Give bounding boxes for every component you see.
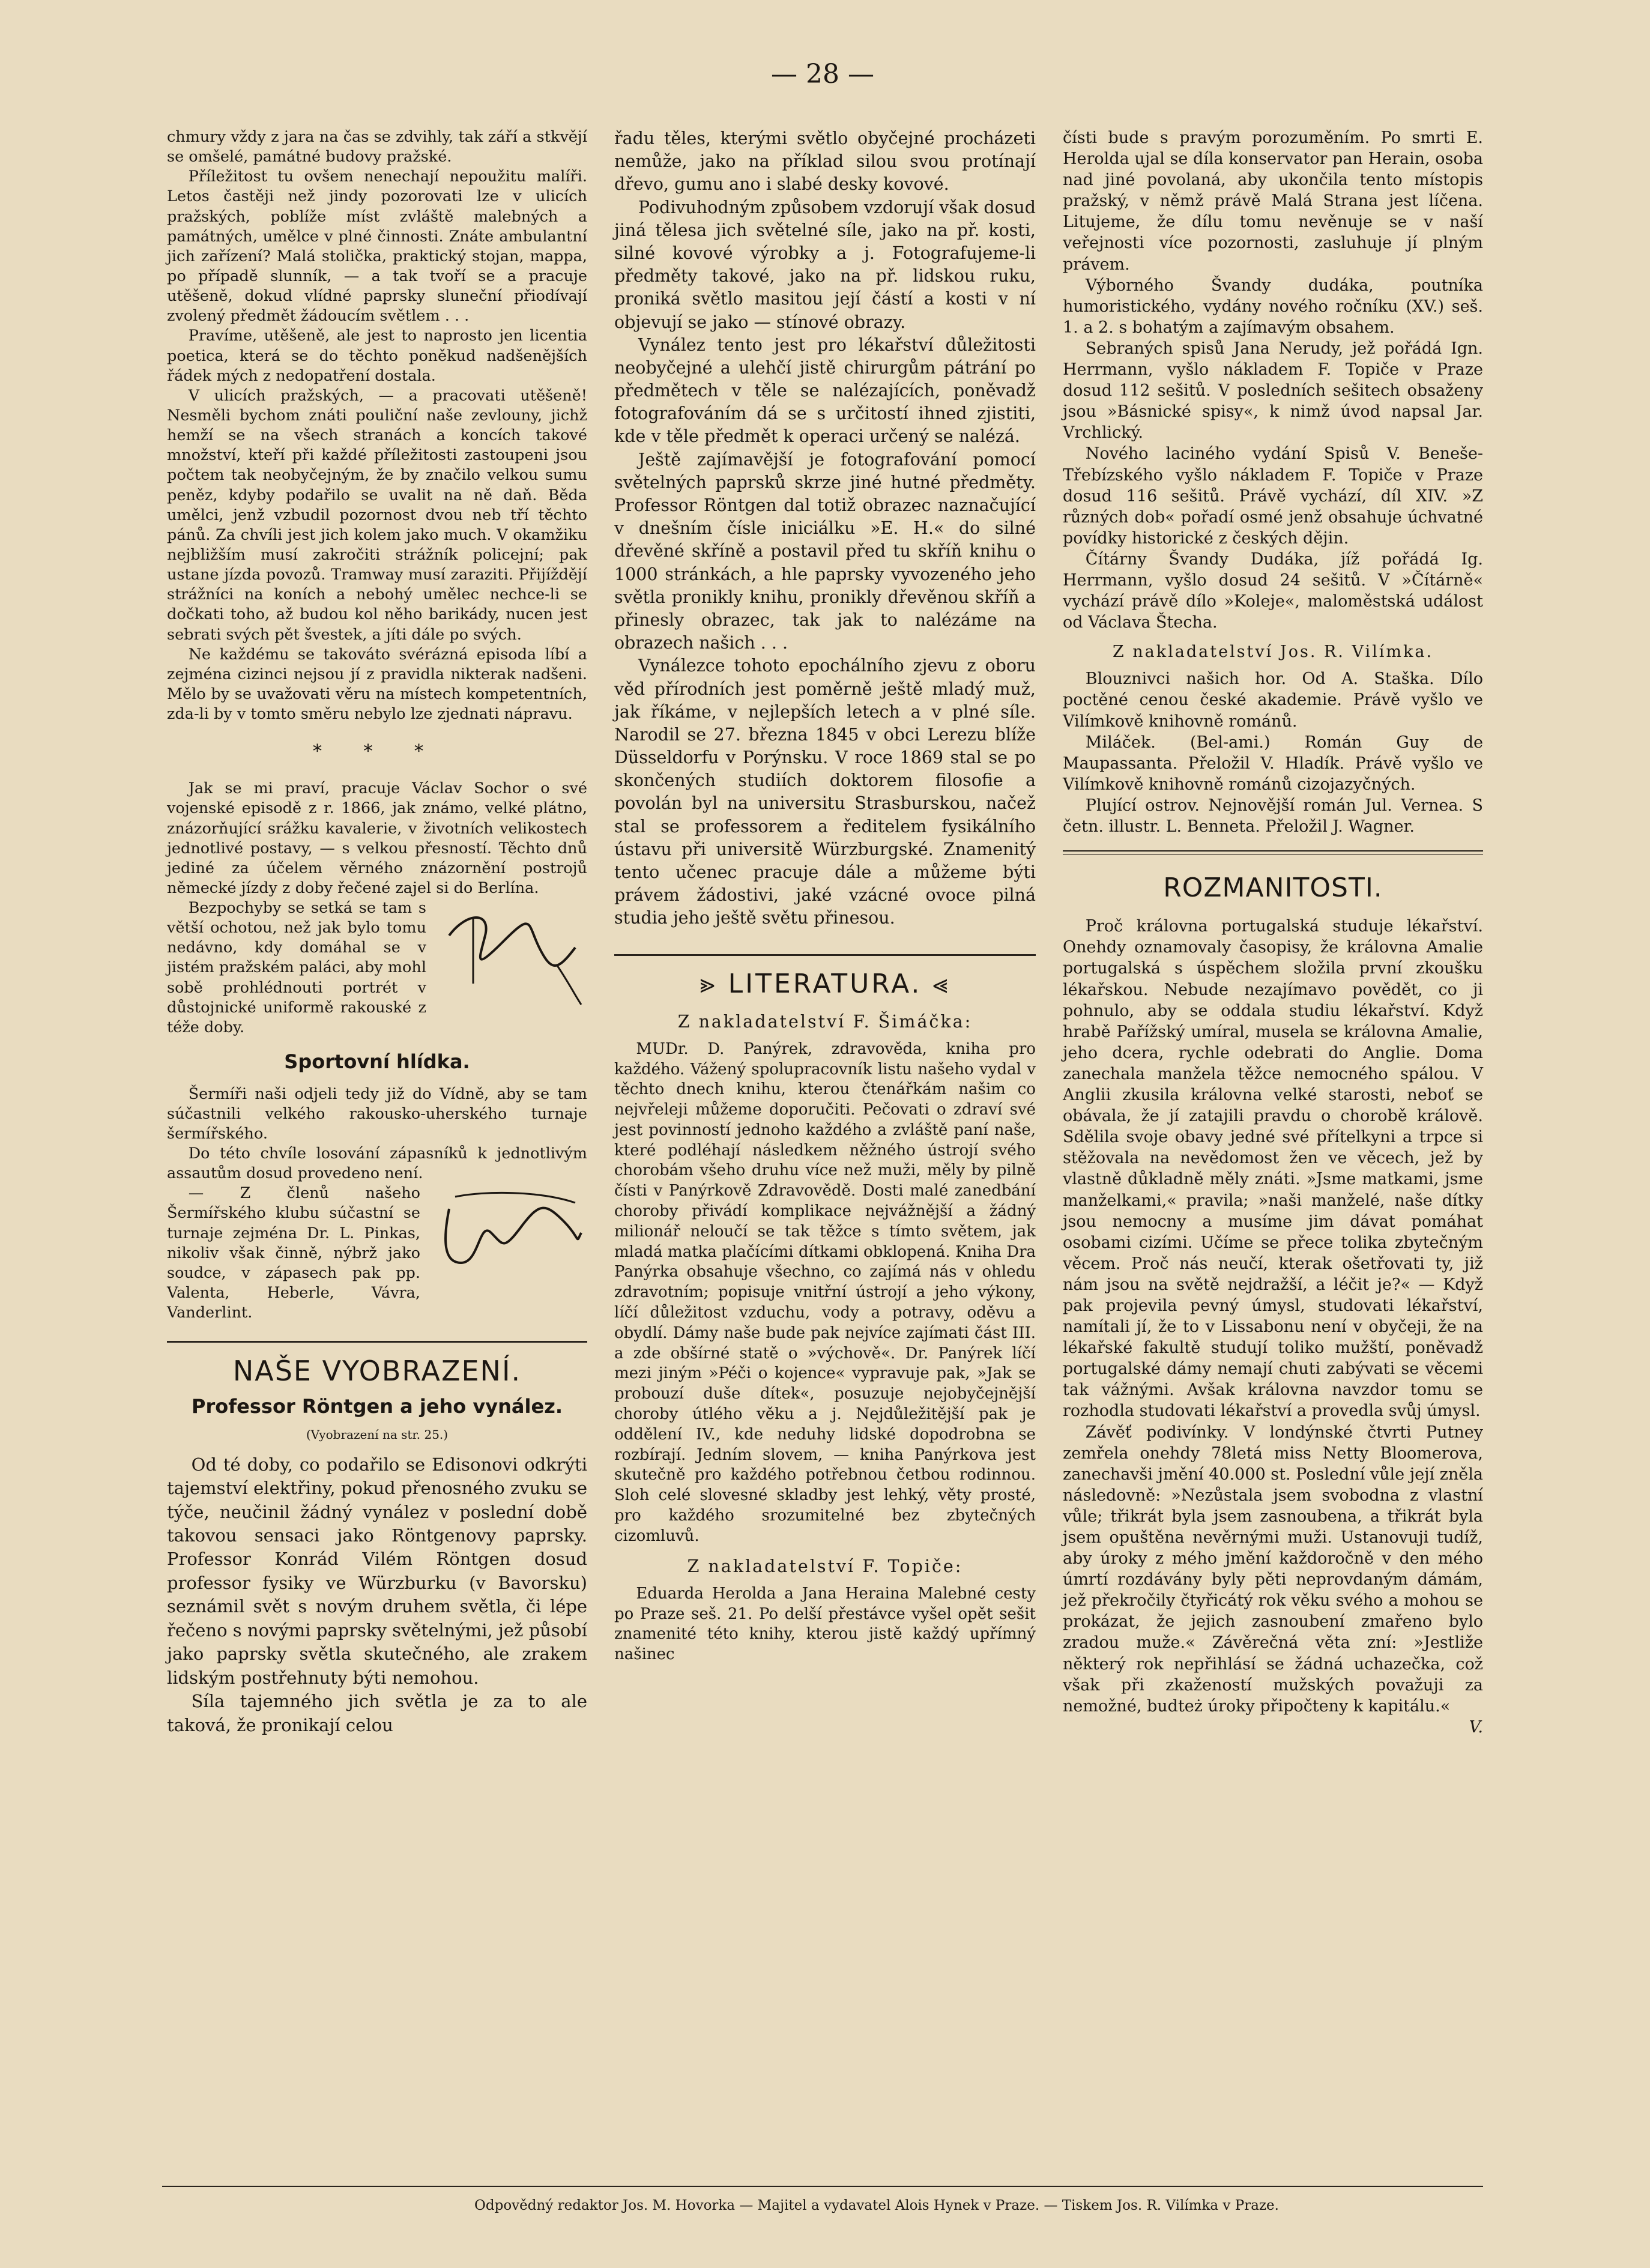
paragraph: Vynález tento jest pro lékařství důležitosti neobyčejné a ulehčí jistě chirurgům pátrání po předmětech v těle se nalézajících, poněvadž fotografováním dá se s určitostí ihned zjistiti, kde v těle předmět k operaci určený se nalézá. [614, 334, 1036, 447]
divider [167, 1341, 587, 1343]
nase-vyobrazeni-heading: NAŠE VYOBRAZENÍ. [232, 1355, 522, 1388]
paragraph: Ještě zajímavější je fotografování pomocí světelných paprsků skrze jiné hutné předměty. Professor Röntgen dal totiž obrazec naznačující v dnešním čísle iniciálku »E. H.« do silné dřevěné skříně a postavil před tu skříň knihu o 1000 stránkách, a hle paprsky vyvozeného jeho světla pronikly knihu, pronikly dřevěnou skříň a přinesly obrazec, tak jak to nalézáme na obrazech našich . . . [614, 449, 1036, 653]
paragraph: Síla tajemného jich světla je za to ale taková, že pronikají celou [167, 1691, 587, 1735]
paragraph: — Z členů našeho Šermířského klubu súčastní se turnaje zejména Dr. L. Pinkas, nikoliv však činně, nýbrž jako soudce, v zápasech pak pp. Valenta, Heberle, Vávra, Vanderlint. [167, 1184, 420, 1322]
column-2 [614, 127, 1036, 1665]
paragraph: Proč královna portugalská studuje lékařství. Onehdy oznamovaly časopisy, že královna Amalie portugalská s úspěchem složila první zkoušku lékařskou. Nebude nezajímavo povědět, co ji pohnulo, aby se oddala studiu lékařství. Když hrabě Pařížský umíral, musela se královna Amalie, jeho dcera, rychle odebrati do Anglie. Doma zanechala manžela těžce nemocného spálou. V Anglii zkusila královna velké starosti, neboť se obávala, že jí zatajili pravdu o chorobě králově. Sdělila svoje obavy jedné své přítelkyni a trpce si stěžovala na nevědomost žen ve věcech, jež by vlastně důkladně měly znáti. »Jsme matkami, jsme manželkami,« pravila; »naši manželé, naše dítky jsou nemocny a musíme jim dávat pomáhat osobami cizími. Učíme se přece tolika zbytečným věcem. Proč nás neučí, kterak ošetřovati ty, již nám jsou na světě nejdražší, a léčit je?« — Když pak projevila pevný úmysl, studovati lékařství, namítali jí, že to v Lissabonu není v obyčeji, že na lékařské fakultě studují toliko mužští, poněvadž portugalské dámy nemají chuti zabývati se věcemi tak vážnými. Avšak královna navzdor tomu se rozhodla studovati lékařství a provedla svůj úmysl. [1063, 917, 1483, 1421]
paragraph: Blouznivci našich hor. Od A. Staška. Dílo poctěné cenou české akademie. Právě vyšlo ve Vilímkově knihovně románů. [1063, 670, 1483, 731]
paragraph: Výborného Švandy dudáka, poutníka humoristického, vydány nového ročníku (XV.) seš. 1. a 2. s bohatým a zajímavým obsahem. [1063, 276, 1483, 337]
illustration-note: (Vyobrazení na str. 25.) [306, 1427, 449, 1442]
author-initial: V. [1469, 1717, 1483, 1737]
paragraph: Závěť podivínky. V londýnské čtvrti Putney zemřela onehdy 78letá miss Netty Bloomerova, zanechavši jmění 40.000 st. Poslední vůle její zněla následovně: »Nezůstala jsem svobodna z vlastní vůle; třikrát byla jsem zasnoubena, a třikrát byla jsem opuštěna nevěrnými muži. Ustanovuji tudíž, aby úroky z mého jmění každoročně v den mého úmrtí rozdávány byly pěti neprovdaným dámám, jež překročily čtyřicátý rok věku svého a mohou se prokázat, že jejich zasnoubení zmařeno bylo zradou muže.« Závěrečná věta zní: »Jestliže některý rok nepřihlásí se žádná uchazečka, což však při zkažeností mužských považuji za nemožné, budteż úroky připočteny k kapitálu.« [1063, 1423, 1483, 1716]
paragraph: Ne každému se takováto svérázná episoda líbí a zejména cizinci nejsou jí z pravidla nikterak nadšeni. Mělo by se uvažovati věru na místech kompetentních, zda-li by v tomto směru nebylo lze zjednati nápravu. [167, 645, 587, 724]
paragraph: Eduarda Herolda a Jana Heraina Malebné cesty po Praze seš. 21. Po delší přestávce vyšel opět sešit znamenité této knihy, kterou jistě každý upřímný našinec [614, 1584, 1036, 1664]
page-number: — 28 — [771, 59, 874, 89]
publisher-heading: Z nakladatelství F. Topiče: [687, 1556, 963, 1576]
paragraph: řadu těles, kterými světlo obyčejné procházeti nemůže, jako na příklad silou svou protínají dřevo, gumu ano i slabé desky kovové. [614, 129, 1036, 195]
footer-divider [162, 2186, 1483, 2187]
signature-sochor [437, 900, 587, 1008]
rozmanitosti-heading: ROZMANITOSTI. [1163, 872, 1383, 904]
column-1 [167, 127, 587, 1737]
paragraph: Do této chvíle losování zápasníků k jednotlivým assautům dosud provedeno není. [167, 1145, 587, 1183]
paragraph: Plující ostrov. Nejnovější román Jul. Vernea. S četn. illustr. L. Benneta. Přeložil J. Wagner. [1063, 796, 1483, 836]
paragraph: Miláček. (Bel-ami.) Román Guy de Maupassanta. Přeložil V. Hladík. Právě vyšlo ve Vilímkově knihovně románů cizojazyčných. [1063, 733, 1483, 794]
ornament-left-icon: ⪢ [700, 968, 728, 999]
rontgen-heading: Professor Röntgen a jeho vynález. [192, 1395, 563, 1418]
paragraph: Vynálezce tohoto epochálního zjevu z oboru věd přírodních jest poměrně ještě mladý muž, jak říkáme, v nejlepších letech a v plné síle. Narodil se 27. března 1845 v obci Lerezu blíže Düsseldorfu v Porýnsku. V roce 1869 stal se po skončených studiích doktorem filosofie a povolán byl na universitu Strasburskou, načež stal se professorem a ředitelem fysikálního ústavu při universitě Würzburgské. Znamenitý tento učenec pracuje dále a můžeme býti právem žádostivi, jaké vzácné ovoce pilná studia jeho ještě světu přinesou. [614, 656, 1036, 928]
paragraph: Čítárny Švandy Dudáka, jíž pořádá Ig. Herrmann, vyšlo dosud 24 sešitů. V »Čítárně« vychází právě dílo »Koleje«, maloměstská událost od Václava Štecha. [1063, 549, 1483, 632]
section-separator: * * * [312, 741, 442, 763]
imprint-footer: Odpovědný redaktor Jos. M. Hovorka — Majitel a vydavatel Alois Hynek v Praze. — Tiskem Jos. R. Vilímka v Praze. [474, 2198, 1279, 2213]
ornament-right-icon: ⪡ [922, 968, 950, 999]
paragraph: Pravíme, utěšeně, ale jest to naprosto jen licentia poetica, která se do těchto poněkud nadšenějších řádek mých z nedopatření dostala. [167, 327, 587, 385]
paragraph: Od té doby, co podařilo se Edisonovi odkrýti tajemství elektřiny, pokud přenosného zvuku se týče, neučinil žádný vynález v poslední době takovou sensaci jako Röntgenovy paprsky. Professor Konrád Vilém Röntgen dosud professor fysiky ve Würzburku (v Bavorsku) seznámil svět s novým druhem světla, či lépe řečeno s novými paprsky světelnými, jež působí jako paprsky světla skutečného, ale zrakem lidským postřehnuty býti nemohou. [167, 1454, 587, 1688]
paragraph: MUDr. D. Panýrek, zdravověda, kniha pro každého. Vážený spolupracovník listu našeho vydal v těchto dnech knihu, kterou čtenářkám našim co nejvřeleji můžeme doporučiti. Pečovati o zdraví své jest povinností jednoho každého a zvláště paní naše, které podléhají následkem něžného ústrojí svého chorobám všeho druhu více než muži, měly by pilně čísti v Panýrkově Zdravovědě. Dosti malé zanedbání choroby přivádí komplikace nejvážnější a žádný milionář neloučí se tak těžce s tímto světem, jak mladá matka plačícími dítkami obklopená. Kniha Dra Panýrka obsahuje všechno, co zajímá nás v ohledu zdravotním; popisuje vnitřní ústrojí a jeho výkony, líčí důležitost vzduchu, vody a potravy, oděvu a obydlí. Dámy naše bude pak nejvíce zajímati část III. a zde obšírné statě o »výchově«. Dr. Panýrek líčí mezi jiným »Péči o kojence« vypravuje pak, »Jak se probouzí duše dítek«, posuzuje nejobyčejnější choroby útlého věku a j. Nejdůležitější pak je oddělení IV., kde neduhy lidské dopodrobna se rozbírají. Jedním slovem, — kniha Panýrkova jest skutečně pro každého potřebnou četbou rodinnou. Sloh celé slovesné skladby jest lehký, věty prosté, pro každého srozumitelné bez zbytečných cizomluvů. [614, 1039, 1036, 1545]
divider [614, 954, 1036, 956]
paragraph: chmury vždy z jara na čas se zdvihly, tak září a stkvějí se omšelé, památné budovy pražské. [167, 128, 587, 166]
divider [1063, 850, 1483, 855]
paragraph: Sebraných spisů Jana Nerudy, jež pořádá Ign. Herrmann, vyšlo nákladem F. Topiče v Praze dosud 112 sešitů. V posledních sešitech obsaženy jsou »Básnické spisy«, k nimž úvod napsal Jar. Vrchlický. [1063, 339, 1483, 443]
sport-heading: Sportovní hlídka. [284, 1050, 470, 1074]
column-3 [1063, 127, 1483, 1738]
signature-fencer [431, 1185, 587, 1281]
paragraph: Nového laciného vydání Spisů V. Beneše-Třebízského vyšlo nákladem F. Topiče v Praze dosud 116 sešitů. Právě vychází, díl XIV. »Z různých dob« pořadí osmé jenž obsahuje úchvatné povídky historické z českých dějin. [1063, 444, 1483, 548]
publisher-heading: Z nakladatelství Jos. R. Vilímka. [1112, 643, 1434, 662]
paragraph: čísti bude s pravým porozuměním. Po smrti E. Herolda ujal se díla konservator pan Herain, osoba nad jiné povolaná, aby ukončila tento místopis pražský, v němž právě Malá Strana jest líčena. Litujeme, že dílu tomu nevěnuje se v naší veřejnosti více pozornosti, zasluhuje jí plným právem. [1063, 129, 1483, 274]
paragraph: Příležitost tu ovšem nenechají nepoužitu malíři. Letos častěji než jindy pozorovati lze v ulicích pražských, poblíže míst zvláště malebných a památných, umělce v plné činnosti. Znáte ambulantní jich zařízení? Malá stolička, praktický stojan, mappa, po případě slunník, — a tak tvoří se a pracuje utěšeně, dokud vlídné paprsky sluneční přiodívají zvolený předmět žádoucím světlem . . . [167, 168, 587, 325]
paragraph: Podivuhodným způsobem vzdorují však dosud jiná tělesa jich světelné síle, jako na př. kosti, silné kovové výrobky a j. Fotografujeme-li předměty takové, jako na př. lidskou ruku, proniká světlo masitou její částí a kosti v ní objevují se jako — stínové obrazy. [614, 197, 1036, 332]
paragraph: V ulicích pražských, — a pracovati utěšeně! Nesměli bychom znáti pouliční naše zevlouny, jichž hemží se na všech stranách a koncích takové množství, kteří při každé příležitosti zastoupeni jsou počtem tak neobyčejným, že by značilo velkou sumu peněz, kdyby podařilo se uvalit na ně daň. Běda umělci, jenž vzbudil pozornost dvou neb tří těchto pánů. Za chvíli jest jich kolem jako much. V okamžiku nejbližším musí zakročiti strážník policejní; pak ustane jízda povozů. Tramway musí zaraziti. Přijíždějí strážníci na koních a nebohý umělec nechce-li se dočkati toho, až budou kol něho barikády, nucen jest sebrati svých pět švestek, a jíti dále po svých. [167, 386, 587, 644]
paragraph: Bezpochyby se setká se tam s větší ochotou, než jak bylo tomu nedávno, kdy domáhal se v jistém pražském paláci, aby mohl sobě prohlédnouti portrét v důstojnické uniformě rakouské z téže doby. [167, 899, 426, 1036]
literatura-heading: ⪢ LITERATURA. ⪡ [700, 968, 950, 999]
paragraph: Šermíři naši odjeli tedy již do Vídně, aby se tam súčastnili velkého rakousko-uherského turnaje šermířského. [167, 1084, 587, 1143]
publisher-heading: Z nakladatelství F. Šimáčka: [677, 1011, 973, 1032]
paragraph: Jak se mi praví, pracuje Václav Sochor o své vojenské episodě z r. 1866, jak známo, velké plátno, znázorňující srážku kavalerie, v životních velikostech jednotlivé postavy, — s velkou přesností. Těchto dnů jediné za účelem věrného znázornění postrojů německé jízdy z doby řečené zajel si do Berlína. [167, 779, 587, 897]
